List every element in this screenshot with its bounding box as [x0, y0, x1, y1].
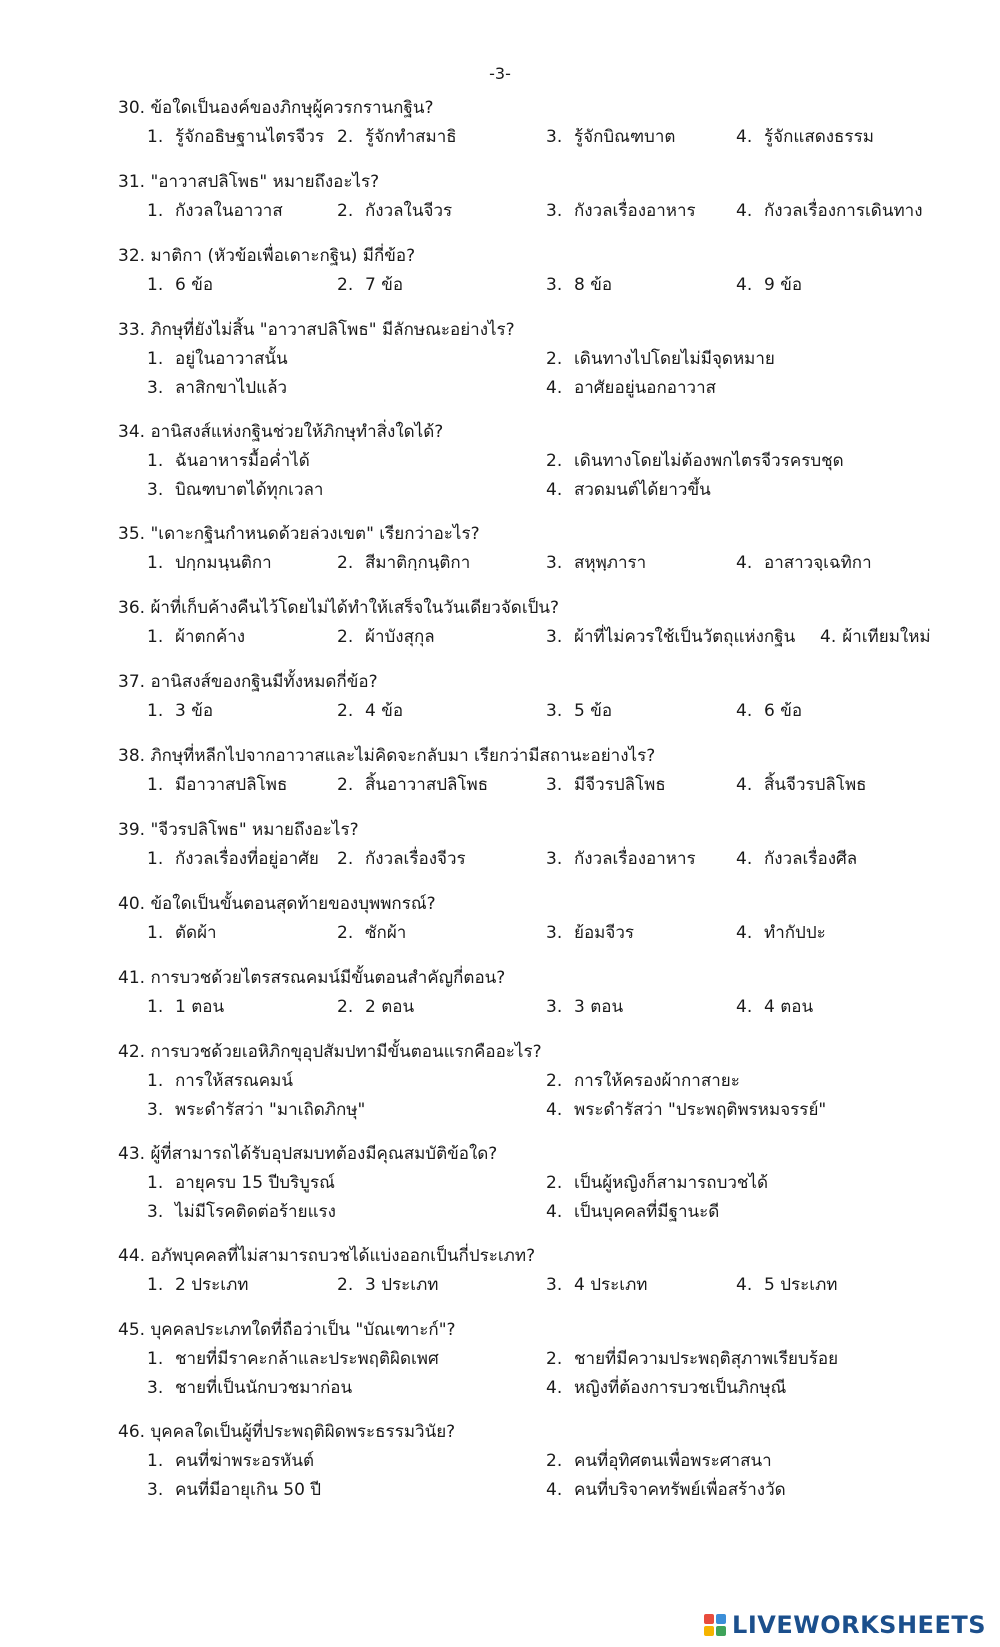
answer-option-4[interactable] [736, 845, 857, 874]
option-number: 4. [736, 127, 753, 147]
answer-option-2[interactable] [337, 845, 466, 874]
answer-option-4[interactable] [736, 1271, 838, 1300]
option-text: คนที่อุทิศตนเพื่อพระศาสนา [574, 1451, 772, 1471]
answer-option-4[interactable] [736, 919, 826, 948]
question-title: 32. มาติกา (หัวข้อเพื่อเดาะกฐิน) มีกี่ข้อ? [118, 246, 416, 266]
option-number: 1. [147, 451, 164, 471]
option-number: 3. [546, 923, 563, 943]
option-text: ผ้าเทียมใหม่ [842, 627, 931, 647]
answer-option-3[interactable] [546, 197, 696, 226]
answer-option-4[interactable] [736, 771, 867, 800]
option-number: 4. [546, 1100, 563, 1120]
options-row [118, 123, 968, 152]
question-36 [118, 593, 968, 652]
question-33 [118, 315, 968, 403]
option-number: 2. [546, 1349, 563, 1369]
option-text: สวดมนต์ได้ยาวขึ้น [574, 480, 711, 500]
option-text: รู้จักบิณฑบาต [574, 127, 676, 147]
option-text: ชายที่มีราคะกล้าและประพฤติผิดเพศ [175, 1349, 439, 1369]
option-number: 2. [546, 349, 563, 369]
option-number: 1. [147, 201, 164, 221]
option-text: 2 ตอน [365, 997, 415, 1017]
option-number: 3. [546, 275, 563, 295]
options-row [118, 345, 968, 374]
option-number: 1. [147, 1451, 164, 1471]
option-number: 3. [546, 997, 563, 1017]
question-34 [118, 417, 968, 505]
option-text: อายุครบ 15 ปีบริบูรณ์ [175, 1173, 335, 1193]
question-31 [118, 167, 968, 226]
answer-option-3[interactable] [546, 919, 634, 948]
options-row [118, 1476, 968, 1505]
option-number: 4. [546, 480, 563, 500]
option-number: 2. [337, 275, 354, 295]
options-row [118, 476, 968, 505]
answer-option-3[interactable] [546, 771, 666, 800]
option-number: 2. [337, 127, 354, 147]
answer-option-4[interactable] [820, 623, 931, 652]
answer-option-3[interactable] [546, 623, 795, 652]
answer-option-4[interactable] [736, 271, 802, 300]
option-number: 4. [736, 701, 753, 721]
option-text: กังวลเรื่องจีวร [365, 849, 466, 869]
page-number: -3- [489, 64, 511, 83]
answer-option-2[interactable] [546, 345, 775, 374]
answer-option-3[interactable] [546, 123, 675, 152]
option-text: รู้จักแสดงธรรม [764, 127, 874, 147]
question-32 [118, 241, 968, 300]
option-text: บิณฑบาตได้ทุกเวลา [175, 480, 324, 500]
options-row [118, 271, 968, 300]
options-row [118, 1067, 968, 1096]
option-text: รู้จักอธิษฐานไตรจีวร [175, 127, 325, 147]
option-number: 1. [147, 1071, 164, 1091]
option-number: 2. [337, 201, 354, 221]
question-43 [118, 1139, 968, 1227]
answer-option-3[interactable] [546, 1271, 648, 1300]
answer-option-4[interactable] [546, 1476, 786, 1505]
option-text: อยู่ในอาวาสนั้น [175, 349, 288, 369]
question-title: 30. ข้อใดเป็นองค์ของภิกษุผู้ควรกรานกฐิน? [118, 98, 434, 118]
option-text: 6 ข้อ [175, 275, 214, 295]
option-text: ผ้าตกค้าง [175, 627, 246, 647]
option-text: สีมาติกฺกนฺติกา [365, 553, 471, 573]
option-number: 1. [147, 923, 164, 943]
question-title: 44. อภัพบุคคลที่ไม่สามารถบวชได้แบ่งออกเป็นกี่ประเภท? [118, 1246, 536, 1266]
question-46 [118, 1417, 968, 1505]
option-number: 2. [337, 775, 354, 795]
option-number: 2. [546, 1451, 563, 1471]
option-number: 2. [546, 1173, 563, 1193]
liveworksheets-logo [704, 1611, 986, 1639]
question-title: 43. ผู้ที่สามารถได้รับอุปสมบทต้องมีคุณสมบัติข้อใด? [118, 1144, 498, 1164]
answer-option-4[interactable] [546, 1198, 719, 1227]
option-number: 3. [147, 378, 164, 398]
option-text: กังวลเรื่องการเดินทาง [764, 201, 923, 221]
option-number: 3. [546, 127, 563, 147]
liveworksheets-wordmark: LIVEWORKSHEETS [732, 1611, 986, 1639]
option-number: 3. [147, 1100, 164, 1120]
liveworksheets-icon [704, 1614, 726, 1636]
option-text: กังวลเรื่องอาหาร [574, 849, 696, 869]
option-number: 4. [736, 275, 753, 295]
option-text: คนที่บริจาคทรัพย์เพื่อสร้างวัด [574, 1480, 786, 1500]
option-number: 3. [147, 480, 164, 500]
question-title: 36. ผ้าที่เก็บค้างคืนไว้โดยไม่ได้ทำให้เสร็จในวันเดียวจัดเป็น? [118, 598, 560, 618]
question-title: 31. "อาวาสปลิโพธ" หมายถึงอะไร? [118, 172, 380, 192]
options-row [118, 1345, 968, 1374]
answer-option-3[interactable] [147, 1374, 352, 1403]
option-text: เดินทางไปโดยไม่มีจุดหมาย [574, 349, 775, 369]
option-number: 3. [546, 627, 563, 647]
options-row [118, 771, 968, 800]
options-row [118, 1271, 968, 1300]
option-text: ผ้าที่ไม่ควรใช้เป็นวัตถุแห่งกฐิน [574, 627, 796, 647]
options-row [118, 549, 968, 578]
answer-option-1[interactable] [147, 919, 217, 948]
options-row [118, 447, 968, 476]
option-number: 2. [337, 1275, 354, 1295]
option-text: ชายที่มีความประพฤติสุภาพเรียบร้อย [574, 1349, 839, 1369]
answer-option-2[interactable] [337, 123, 457, 152]
answer-option-4[interactable] [546, 476, 711, 505]
option-number: 2. [337, 923, 354, 943]
option-text: คนที่ฆ่าพระอรหันต์ [175, 1451, 315, 1471]
option-number: 3. [546, 775, 563, 795]
option-text: 2 ประเภท [175, 1275, 249, 1295]
option-number: 1. [147, 849, 164, 869]
options-row [118, 1198, 968, 1227]
answer-option-1[interactable] [147, 549, 272, 578]
answer-option-2[interactable] [337, 993, 414, 1022]
answer-option-3[interactable] [147, 476, 323, 505]
option-text: 6 ข้อ [764, 701, 803, 721]
option-number: 4. [736, 775, 753, 795]
option-text: 7 ข้อ [365, 275, 404, 295]
option-text: 8 ข้อ [574, 275, 613, 295]
option-text: รู้จักทำสมาธิ [365, 127, 457, 147]
option-number: 3. [546, 701, 563, 721]
option-text: 3 ตอน [574, 997, 624, 1017]
option-number: 4. [736, 923, 753, 943]
option-text: 5 ข้อ [574, 701, 613, 721]
question-41 [118, 963, 968, 1022]
answer-option-3[interactable] [147, 1198, 336, 1227]
answer-option-2[interactable] [337, 919, 406, 948]
option-number: 1. [147, 275, 164, 295]
options-row [118, 1096, 968, 1125]
option-number: 4. [546, 1480, 563, 1500]
option-text: กังวลเรื่องอาหาร [574, 201, 696, 221]
option-text: อาสาวจฺเฉทิกา [764, 553, 872, 573]
answer-option-3[interactable] [546, 549, 646, 578]
question-42 [118, 1037, 968, 1125]
answer-option-2[interactable] [546, 1447, 772, 1476]
option-text: สหุพฺภารา [574, 553, 647, 573]
answer-option-3[interactable] [546, 271, 612, 300]
option-number: 2. [546, 451, 563, 471]
answer-option-1[interactable] [147, 271, 213, 300]
logo-square-yellow [704, 1626, 714, 1636]
option-number: 2. [337, 701, 354, 721]
options-row [118, 697, 968, 726]
option-text: 3 ข้อ [175, 701, 214, 721]
options-row [118, 197, 968, 226]
answer-option-2[interactable] [546, 1345, 838, 1374]
option-text: ตัดผ้า [175, 923, 217, 943]
option-text: กังวลในอาวาส [175, 201, 283, 221]
option-number: 1. [147, 775, 164, 795]
option-text: ซักผ้า [365, 923, 407, 943]
options-row [118, 919, 968, 948]
question-39 [118, 815, 968, 874]
option-text: ผ้าบังสุกุล [365, 627, 435, 647]
option-number: 4. [736, 201, 753, 221]
question-title: 46. บุคคลใดเป็นผู้ที่ประพฤติผิดพระธรรมวินัย? [118, 1422, 456, 1442]
answer-option-1[interactable] [147, 197, 283, 226]
option-text: 9 ข้อ [764, 275, 803, 295]
answer-option-2[interactable] [337, 697, 403, 726]
option-text: 4 ตอน [764, 997, 814, 1017]
question-title: 42. การบวชด้วยเอหิภิกขุอุปสัมปทามีขั้นตอนแรกคืออะไร? [118, 1042, 542, 1062]
option-number: 3. [546, 201, 563, 221]
answer-option-3[interactable] [546, 697, 612, 726]
question-30 [118, 93, 968, 152]
question-title: 45. บุคคลประเภทใดที่ถือว่าเป็น "บัณเฑาะก์"? [118, 1320, 456, 1340]
option-text: สิ้นจีวรปลิโพธ [764, 775, 867, 795]
answer-option-2[interactable] [337, 549, 470, 578]
option-text: 4 ข้อ [365, 701, 404, 721]
question-37 [118, 667, 968, 726]
question-title: 37. อานิสงส์ของกฐินมีทั้งหมดกี่ข้อ? [118, 672, 378, 692]
logo-square-red [704, 1614, 714, 1624]
option-number: 2. [546, 1071, 563, 1091]
answer-option-4[interactable] [736, 123, 874, 152]
options-row [118, 845, 968, 874]
option-text: ย้อมจีวร [574, 923, 635, 943]
answer-option-1[interactable] [147, 1067, 293, 1096]
answer-option-1[interactable] [147, 1271, 249, 1300]
answer-option-2[interactable] [546, 1169, 768, 1198]
answer-option-4[interactable] [736, 549, 872, 578]
option-text: เป็นผู้หญิงก็สามารถบวชได้ [574, 1173, 769, 1193]
option-number: 4. [736, 997, 753, 1017]
option-number: 3. [546, 553, 563, 573]
answer-option-4[interactable] [546, 1096, 826, 1125]
question-title: 41. การบวชด้วยไตรสรณคมน์มีขั้นตอนสำคัญกี่ตอน? [118, 968, 506, 988]
option-text: ไม่มีโรคติดต่อร้ายแรง [175, 1202, 336, 1222]
answer-option-1[interactable] [147, 993, 224, 1022]
option-number: 3. [546, 849, 563, 869]
answer-option-4[interactable] [736, 993, 813, 1022]
option-number: 1. [147, 997, 164, 1017]
answer-option-2[interactable] [337, 1271, 439, 1300]
option-text: 4 ประเภท [574, 1275, 648, 1295]
answer-option-4[interactable] [546, 374, 716, 403]
option-text: 5 ประเภท [764, 1275, 838, 1295]
answer-option-3[interactable] [147, 1476, 321, 1505]
answer-option-1[interactable] [147, 845, 319, 874]
option-number: 1. [147, 1349, 164, 1369]
question-40 [118, 889, 968, 948]
logo-square-blue [716, 1614, 726, 1624]
option-text: 3 ประเภท [365, 1275, 439, 1295]
question-title: 38. ภิกษุที่หลีกไปจากอาวาสและไม่คิดจะกลับมา เรียกว่ามีสถานะอย่างไร? [118, 746, 656, 766]
question-38 [118, 741, 968, 800]
option-number: 4. [546, 378, 563, 398]
option-text: การให้ครองผ้ากาสายะ [574, 1071, 740, 1091]
option-text: การให้สรณคมน์ [175, 1071, 293, 1091]
answer-option-3[interactable] [147, 374, 287, 403]
option-text: พระดำรัสว่า "มาเถิดภิกษุ" [175, 1100, 366, 1120]
option-number: 1. [147, 627, 164, 647]
logo-square-green [716, 1626, 726, 1636]
option-text: มีจีวรปลิโพธ [574, 775, 666, 795]
question-title: 39. "จีวรปลิโพธ" หมายถึงอะไร? [118, 820, 359, 840]
option-number: 3. [546, 1275, 563, 1295]
question-45 [118, 1315, 968, 1403]
option-number: 2. [337, 849, 354, 869]
answer-option-4[interactable] [546, 1374, 786, 1403]
answer-option-1[interactable] [147, 345, 288, 374]
options-row [118, 1169, 968, 1198]
answer-option-1[interactable] [147, 1345, 439, 1374]
option-number: 2. [337, 997, 354, 1017]
answer-option-1[interactable] [147, 1169, 335, 1198]
answer-option-2[interactable] [337, 197, 452, 226]
answer-option-2[interactable] [337, 623, 435, 652]
options-row [118, 623, 968, 652]
options-row [118, 1447, 968, 1476]
option-text: กังวลเรื่องที่อยู่อาศัย [175, 849, 319, 869]
question-44 [118, 1241, 968, 1300]
option-number: 1. [147, 1275, 164, 1295]
option-text: ลาสิกขาไปแล้ว [175, 378, 288, 398]
answer-option-3[interactable] [546, 993, 623, 1022]
option-number: 4. [546, 1202, 563, 1222]
option-number: 1. [147, 701, 164, 721]
option-number: 3. [147, 1202, 164, 1222]
answer-option-3[interactable] [546, 845, 696, 874]
answer-option-1[interactable] [147, 697, 213, 726]
question-title: 33. ภิกษุที่ยังไม่สิ้น "อาวาสปลิโพธ" มีลักษณะอย่างไร? [118, 320, 515, 340]
option-text: เดินทางโดยไม่ต้องพกไตรจีวรครบชุด [574, 451, 844, 471]
option-number: 4. [736, 1275, 753, 1295]
option-number: 4. [736, 553, 753, 573]
question-title: 34. อานิสงส์แห่งกฐินช่วยให้ภิกษุทำสิ่งใดได้? [118, 422, 444, 442]
answer-option-3[interactable] [147, 1096, 365, 1125]
answer-option-1[interactable] [147, 123, 324, 152]
options-row [118, 993, 968, 1022]
answer-option-1[interactable] [147, 623, 245, 652]
option-text: พระดำรัสว่า "ประพฤติพรหมจรรย์" [574, 1100, 827, 1120]
option-number: 4. [546, 1378, 563, 1398]
answer-option-2[interactable] [337, 271, 403, 300]
option-text: ฉันอาหารมื้อค่ำได้ [175, 451, 310, 471]
answer-option-4[interactable] [736, 197, 923, 226]
option-text: กังวลเรื่องศีล [764, 849, 858, 869]
answer-option-2[interactable] [337, 771, 488, 800]
option-number: 1. [147, 127, 164, 147]
option-text: ปกฺกมนฺนติกา [175, 553, 272, 573]
option-number: 3. [147, 1378, 164, 1398]
option-number: 4. [736, 849, 753, 869]
option-number: 1. [147, 1173, 164, 1193]
option-number: 2. [337, 553, 354, 573]
option-text: หญิงที่ต้องการบวชเป็นภิกษุณี [574, 1378, 787, 1398]
answer-option-2[interactable] [546, 1067, 740, 1096]
answer-option-1[interactable] [147, 771, 287, 800]
option-text: คนที่มีอายุเกิน 50 ปี [175, 1480, 322, 1500]
option-number: 3. [147, 1480, 164, 1500]
option-text: กังวลในจีวร [365, 201, 453, 221]
option-number: 4. [820, 627, 837, 647]
options-row [118, 374, 968, 403]
answer-option-4[interactable] [736, 697, 802, 726]
question-35 [118, 519, 968, 578]
options-row [118, 1374, 968, 1403]
answer-option-1[interactable] [147, 1447, 314, 1476]
option-number: 2. [337, 627, 354, 647]
option-text: ชายที่เป็นนักบวชมาก่อน [175, 1378, 353, 1398]
answer-option-1[interactable] [147, 447, 310, 476]
option-text: เป็นบุคคลที่มีฐานะดี [574, 1202, 720, 1222]
question-title: 35. "เดาะกฐินกำหนดด้วยล่วงเขต" เรียกว่าอะไร? [118, 524, 480, 544]
option-text: สิ้นอาวาสปลิโพธ [365, 775, 489, 795]
option-number: 1. [147, 553, 164, 573]
option-number: 1. [147, 349, 164, 369]
option-text: มีอาวาสปลิโพธ [175, 775, 288, 795]
answer-option-2[interactable] [546, 447, 844, 476]
question-title: 40. ข้อใดเป็นขั้นตอนสุดท้ายของบุพพกรณ์? [118, 894, 436, 914]
option-text: 1 ตอน [175, 997, 225, 1017]
option-text: อาศัยอยู่นอกอาวาส [574, 378, 717, 398]
option-text: ทำกัปปะ [764, 923, 826, 943]
